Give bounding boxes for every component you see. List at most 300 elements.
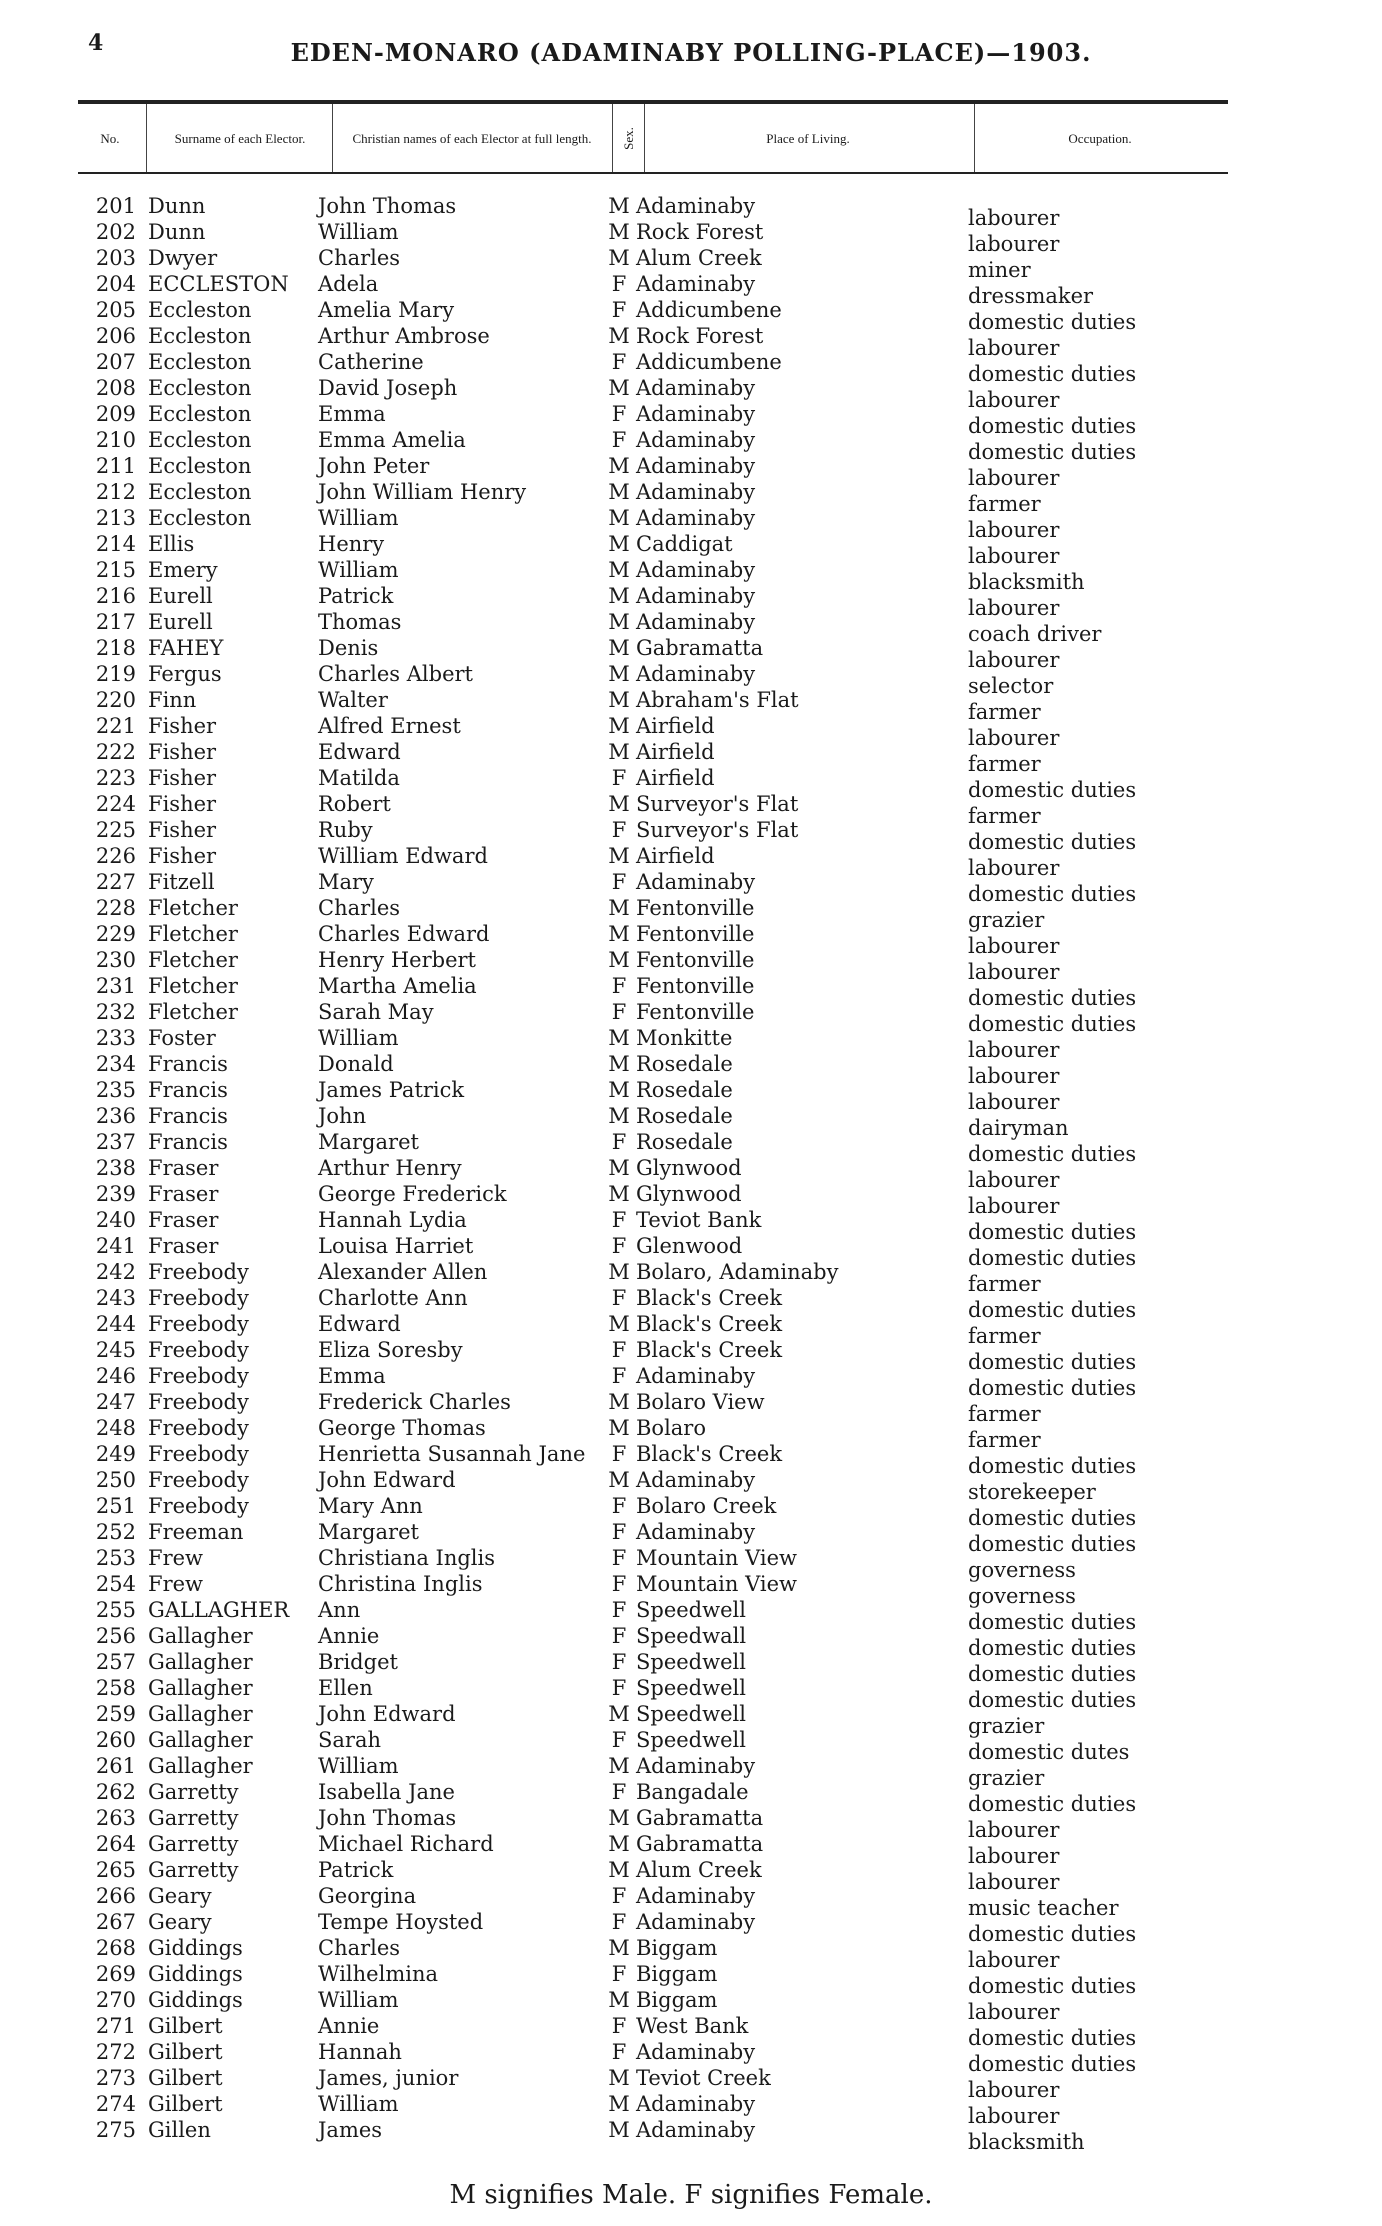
elector-occupation: governess: [968, 1558, 1076, 1582]
elector-row: [0, 1935, 1382, 1972]
elector-number: 237: [95, 1130, 136, 1154]
elector-christian-names: Walter: [318, 688, 388, 712]
elector-sex: F: [611, 350, 627, 374]
elector-list: [0, 193, 1382, 2154]
elector-number: 209: [95, 402, 136, 426]
elector-surname: Fletcher: [148, 896, 238, 920]
elector-sex: M: [608, 558, 630, 582]
elector-number: 217: [95, 610, 136, 634]
elector-christian-names: Michael Richard: [318, 1832, 494, 1856]
elector-surname: Finn: [148, 688, 197, 712]
elector-place: Speedwell: [636, 1728, 746, 1752]
elector-christian-names: Hannah Lydia: [318, 1208, 467, 1232]
elector-number: 263: [95, 1806, 136, 1830]
elector-row: [0, 245, 1382, 282]
elector-row: [0, 1129, 1382, 1166]
elector-occupation: labourer: [968, 1948, 1060, 1972]
elector-occupation: blacksmith: [968, 2130, 1085, 2154]
elector-occupation: farmer: [968, 1324, 1041, 1348]
elector-occupation: domestic duties: [968, 1688, 1137, 1712]
elector-occupation: domestic duties: [968, 310, 1137, 334]
elector-sex: M: [608, 662, 630, 686]
elector-number: 203: [95, 246, 136, 270]
elector-place: Fentonville: [636, 974, 755, 998]
elector-christian-names: Margaret: [318, 1130, 419, 1154]
elector-number: 204: [95, 272, 136, 296]
elector-sex: M: [608, 1832, 630, 1856]
elector-row: [0, 375, 1382, 412]
elector-row: [0, 401, 1382, 438]
elector-sex: F: [611, 1338, 627, 1362]
elector-row: [0, 713, 1382, 750]
elector-occupation: dairyman: [968, 1116, 1069, 1140]
elector-surname: Freebody: [148, 1260, 249, 1284]
elector-number: 243: [95, 1286, 136, 1310]
elector-sex: M: [608, 324, 630, 348]
elector-occupation: domestic duties: [968, 1792, 1137, 1816]
elector-number: 226: [95, 844, 136, 868]
elector-place: Teviot Bank: [636, 1208, 762, 1232]
elector-number: 201: [95, 194, 136, 218]
elector-row: [0, 1363, 1382, 1400]
elector-row: [0, 1987, 1382, 2024]
elector-place: Adaminaby: [636, 1364, 756, 1388]
elector-row: [0, 973, 1382, 1010]
elector-christian-names: Isabella Jane: [318, 1780, 455, 1804]
elector-christian-names: Ann: [318, 1598, 361, 1622]
elector-surname: ECCLESTON: [148, 272, 289, 296]
elector-sex: F: [611, 428, 627, 452]
elector-christian-names: Arthur Henry: [318, 1156, 462, 1180]
elector-row: [0, 921, 1382, 958]
elector-sex: M: [608, 922, 630, 946]
elector-place: Speedwell: [636, 1676, 746, 1700]
elector-christian-names: Alfred Ernest: [318, 714, 461, 738]
elector-sex: M: [608, 1312, 630, 1336]
elector-row: [0, 1259, 1382, 1296]
elector-occupation: music teacher: [968, 1896, 1119, 1920]
elector-christian-names: John Edward: [318, 1468, 456, 1492]
elector-place: Black's Creek: [636, 1338, 783, 1362]
elector-row: [0, 1285, 1382, 1322]
elector-surname: Dunn: [148, 194, 206, 218]
elector-surname: Dwyer: [148, 246, 218, 270]
elector-place: Adaminaby: [636, 1520, 756, 1544]
sex-legend: M signifies Male. F signifies Female.: [449, 2180, 933, 2210]
elector-place: Airfield: [636, 844, 715, 868]
elector-christian-names: Henry: [318, 532, 385, 556]
elector-place: Addicumbene: [636, 350, 782, 374]
elector-place: Adaminaby: [636, 272, 756, 296]
elector-christian-names: Mary: [318, 870, 374, 894]
elector-sex: F: [611, 1286, 627, 1310]
elector-row: [0, 635, 1382, 672]
elector-number: 210: [95, 428, 136, 452]
elector-row: [0, 687, 1382, 724]
elector-christian-names: William Edward: [318, 844, 488, 868]
elector-sex: M: [608, 480, 630, 504]
elector-christian-names: Annie: [318, 2014, 380, 2038]
elector-row: [0, 2065, 1382, 2102]
elector-surname: Eccleston: [148, 298, 252, 322]
elector-surname: Garretty: [148, 1780, 239, 1804]
elector-sex: F: [611, 1676, 627, 1700]
elector-christian-names: Charlotte Ann: [318, 1286, 468, 1310]
elector-number: 255: [95, 1598, 136, 1622]
elector-surname: Dunn: [148, 220, 206, 244]
elector-christian-names: Martha Amelia: [318, 974, 477, 998]
elector-number: 268: [95, 1936, 136, 1960]
elector-place: Adaminaby: [636, 610, 756, 634]
elector-place: Abraham's Flat: [636, 688, 799, 712]
elector-place: Gabramatta: [636, 636, 764, 660]
elector-sex: M: [608, 1936, 630, 1960]
elector-place: Adaminaby: [636, 1910, 756, 1934]
elector-place: Fentonville: [636, 948, 755, 972]
elector-row: [0, 219, 1382, 256]
elector-number: 202: [95, 220, 136, 244]
elector-place: Rosedale: [636, 1130, 733, 1154]
elector-number: 264: [95, 1832, 136, 1856]
elector-row: [0, 765, 1382, 802]
column-header-christian: Christian names of each Elector at full length.: [352, 130, 592, 146]
elector-place: Caddigat: [636, 532, 733, 556]
elector-surname: Giddings: [148, 1962, 243, 1986]
elector-sex: M: [608, 1416, 630, 1440]
elector-occupation: grazier: [968, 908, 1045, 932]
elector-number: 229: [95, 922, 136, 946]
elector-occupation: domestic duties: [968, 1246, 1137, 1270]
elector-surname: Freebody: [148, 1494, 249, 1518]
elector-surname: Eccleston: [148, 480, 252, 504]
elector-christian-names: John: [318, 1104, 367, 1128]
elector-sex: M: [608, 1754, 630, 1778]
elector-row: [0, 609, 1382, 646]
elector-place: Rock Forest: [636, 324, 764, 348]
elector-occupation: domestic duties: [968, 1532, 1137, 1556]
elector-number: 238: [95, 1156, 136, 1180]
elector-surname: Gallagher: [148, 1728, 253, 1752]
elector-surname: Freebody: [148, 1364, 249, 1388]
elector-row: [0, 1207, 1382, 1244]
elector-christian-names: Sarah: [318, 1728, 381, 1752]
elector-number: 239: [95, 1182, 136, 1206]
elector-occupation: domestic duties: [968, 1506, 1137, 1530]
elector-number: 259: [95, 1702, 136, 1726]
elector-occupation: domestic duties: [968, 1636, 1137, 1660]
elector-sex: M: [608, 532, 630, 556]
elector-christian-names: David Joseph: [318, 376, 458, 400]
elector-number: 219: [95, 662, 136, 686]
elector-surname: Eccleston: [148, 454, 252, 478]
elector-surname: Fisher: [148, 740, 217, 764]
elector-row: [0, 1181, 1382, 1218]
elector-surname: Fletcher: [148, 974, 238, 998]
elector-occupation: domestic duties: [968, 1376, 1137, 1400]
elector-sex: M: [608, 792, 630, 816]
elector-surname: Fisher: [148, 818, 217, 842]
elector-surname: FAHEY: [148, 636, 224, 660]
elector-sex: F: [611, 1520, 627, 1544]
elector-number: 223: [95, 766, 136, 790]
elector-row: [0, 1389, 1382, 1426]
elector-number: 254: [95, 1572, 136, 1596]
elector-sex: F: [611, 870, 627, 894]
elector-surname: Geary: [148, 1884, 212, 1908]
elector-surname: Fitzell: [148, 870, 215, 894]
elector-sex: M: [608, 2066, 630, 2090]
elector-place: Bolaro View: [636, 1390, 765, 1414]
elector-place: Mountain View: [636, 1546, 797, 1570]
elector-occupation: labourer: [968, 856, 1060, 880]
elector-christian-names: Emma: [318, 402, 386, 426]
elector-row: [0, 479, 1382, 516]
elector-christian-names: George Frederick: [318, 1182, 507, 1206]
elector-occupation: labourer: [968, 934, 1060, 958]
elector-row: [0, 1233, 1382, 1270]
elector-number: 224: [95, 792, 136, 816]
elector-place: Adaminaby: [636, 194, 756, 218]
elector-occupation: farmer: [968, 804, 1041, 828]
elector-christian-names: Margaret: [318, 1520, 419, 1544]
elector-row: [0, 843, 1382, 880]
elector-row: [0, 1337, 1382, 1374]
elector-place: Adaminaby: [636, 2118, 756, 2142]
elector-surname: Foster: [148, 1026, 216, 1050]
elector-sex: F: [611, 298, 627, 322]
elector-christian-names: Thomas: [318, 610, 402, 634]
elector-place: Bolaro, Adaminaby: [636, 1260, 839, 1284]
elector-occupation: labourer: [968, 2104, 1060, 2128]
elector-number: 269: [95, 1962, 136, 1986]
elector-surname: Garretty: [148, 1858, 239, 1882]
elector-occupation: domestic duties: [968, 440, 1137, 464]
elector-row: [0, 895, 1382, 932]
elector-surname: Francis: [148, 1104, 228, 1128]
elector-number: 244: [95, 1312, 136, 1336]
elector-occupation: farmer: [968, 752, 1041, 776]
elector-place: Adaminaby: [636, 428, 756, 452]
elector-row: [0, 947, 1382, 984]
elector-row: [0, 1155, 1382, 1192]
elector-sex: M: [608, 220, 630, 244]
elector-occupation: domestic duties: [968, 1350, 1137, 1374]
elector-row: [0, 1545, 1382, 1582]
elector-surname: Fergus: [148, 662, 222, 686]
elector-occupation: labourer: [968, 960, 1060, 984]
elector-occupation: labourer: [968, 2000, 1060, 2024]
elector-place: Adaminaby: [636, 2092, 756, 2116]
elector-surname: Eccleston: [148, 428, 252, 452]
elector-row: [0, 817, 1382, 854]
elector-sex: F: [611, 766, 627, 790]
elector-sex: M: [608, 1078, 630, 1102]
elector-sex: M: [608, 506, 630, 530]
elector-number: 262: [95, 1780, 136, 1804]
elector-christian-names: Matilda: [318, 766, 400, 790]
elector-sex: M: [608, 1390, 630, 1414]
elector-place: Adaminaby: [636, 454, 756, 478]
elector-number: 252: [95, 1520, 136, 1544]
elector-sex: F: [611, 1364, 627, 1388]
elector-place: Biggam: [636, 1962, 718, 1986]
elector-row: [0, 999, 1382, 1036]
elector-number: 216: [95, 584, 136, 608]
elector-row: [0, 505, 1382, 542]
elector-number: 257: [95, 1650, 136, 1674]
elector-occupation: domestic duties: [968, 1220, 1137, 1244]
elector-surname: Eurell: [148, 584, 213, 608]
elector-place: Teviot Creek: [636, 2066, 771, 2090]
elector-row: [0, 2117, 1382, 2154]
elector-christian-names: William: [318, 506, 399, 530]
elector-surname: Freeman: [148, 1520, 244, 1544]
elector-sex: F: [611, 402, 627, 426]
elector-christian-names: Ruby: [318, 818, 373, 842]
elector-number: 212: [95, 480, 136, 504]
elector-sex: M: [608, 1260, 630, 1284]
elector-occupation: labourer: [968, 336, 1060, 360]
elector-occupation: labourer: [968, 596, 1060, 620]
elector-place: Adaminaby: [636, 1754, 756, 1778]
elector-christian-names: John Peter: [318, 454, 430, 478]
elector-place: Bolaro Creek: [636, 1494, 777, 1518]
elector-row: [0, 1727, 1382, 1764]
elector-number: 267: [95, 1910, 136, 1934]
elector-occupation: grazier: [968, 1766, 1045, 1790]
elector-surname: Garretty: [148, 1832, 239, 1856]
elector-number: 231: [95, 974, 136, 998]
elector-surname: Fisher: [148, 792, 217, 816]
elector-christian-names: Charles Edward: [318, 922, 490, 946]
elector-surname: Eurell: [148, 610, 213, 634]
elector-number: 215: [95, 558, 136, 582]
column-header-place: Place of Living.: [766, 130, 850, 146]
elector-number: 272: [95, 2040, 136, 2064]
elector-surname: Frew: [148, 1546, 204, 1570]
column-header-surname: Surname of each Elector.: [174, 130, 306, 146]
elector-occupation: labourer: [968, 1064, 1060, 1088]
elector-occupation: domestic dutes: [968, 1740, 1130, 1764]
elector-surname: Fraser: [148, 1234, 219, 1258]
elector-sex: F: [611, 1598, 627, 1622]
elector-place: Mountain View: [636, 1572, 797, 1596]
elector-sex: F: [611, 1624, 627, 1648]
elector-place: Glynwood: [636, 1182, 742, 1206]
elector-place: Adaminaby: [636, 480, 756, 504]
elector-occupation: domestic duties: [968, 2052, 1137, 2076]
elector-place: Bangadale: [636, 1780, 749, 1804]
elector-place: Rosedale: [636, 1104, 733, 1128]
elector-sex: F: [611, 272, 627, 296]
elector-christian-names: Louisa Harriet: [318, 1234, 474, 1258]
header-bottom-rule: [78, 172, 1228, 174]
elector-place: Alum Creek: [636, 246, 762, 270]
elector-occupation: domestic duties: [968, 362, 1137, 386]
elector-row: [0, 1571, 1382, 1608]
elector-row: [0, 453, 1382, 490]
elector-sex: M: [608, 1156, 630, 1180]
elector-surname: Fletcher: [148, 922, 238, 946]
elector-occupation: domestic duties: [968, 1610, 1137, 1634]
elector-number: 241: [95, 1234, 136, 1258]
elector-row: [0, 1623, 1382, 1660]
elector-occupation: domestic duties: [968, 2026, 1137, 2050]
page-number: 4: [88, 30, 104, 56]
elector-surname: Gilbert: [148, 2066, 223, 2090]
elector-christian-names: William: [318, 1988, 399, 2012]
elector-christian-names: Hannah: [318, 2040, 402, 2064]
elector-place: Adaminaby: [636, 402, 756, 426]
elector-row: [0, 349, 1382, 386]
elector-sex: F: [611, 2040, 627, 2064]
elector-surname: Geary: [148, 1910, 212, 1934]
elector-christian-names: Frederick Charles: [318, 1390, 511, 1414]
elector-place: Rosedale: [636, 1078, 733, 1102]
elector-surname: Francis: [148, 1052, 228, 1076]
elector-surname: Freebody: [148, 1442, 249, 1466]
elector-place: Glenwood: [636, 1234, 743, 1258]
elector-surname: Fraser: [148, 1156, 219, 1180]
elector-surname: Eccleston: [148, 506, 252, 530]
elector-surname: Gallagher: [148, 1754, 253, 1778]
elector-surname: Gallagher: [148, 1624, 253, 1648]
elector-sex: F: [611, 1442, 627, 1466]
elector-occupation: blacksmith: [968, 570, 1085, 594]
elector-sex: F: [611, 1728, 627, 1752]
elector-place: Black's Creek: [636, 1312, 783, 1336]
elector-occupation: domestic duties: [968, 1922, 1137, 1946]
elector-occupation: domestic duties: [968, 986, 1137, 1010]
elector-place: Adaminaby: [636, 506, 756, 530]
elector-number: 256: [95, 1624, 136, 1648]
elector-row: [0, 583, 1382, 620]
elector-row: [0, 2039, 1382, 2076]
elector-number: 273: [95, 2066, 136, 2090]
elector-surname: Gilbert: [148, 2040, 223, 2064]
elector-occupation: domestic duties: [968, 1142, 1137, 1166]
elector-place: Black's Creek: [636, 1442, 783, 1466]
elector-christian-names: John William Henry: [318, 480, 527, 504]
elector-sex: M: [608, 636, 630, 660]
elector-surname: GALLAGHER: [148, 1598, 290, 1622]
elector-surname: Garretty: [148, 1806, 239, 1830]
elector-christian-names: William: [318, 2092, 399, 2116]
elector-place: Bolaro: [636, 1416, 706, 1440]
elector-surname: Gilbert: [148, 2014, 223, 2038]
column-separator: [974, 104, 975, 172]
elector-number: 227: [95, 870, 136, 894]
elector-place: Adaminaby: [636, 1468, 756, 1492]
elector-sex: M: [608, 584, 630, 608]
column-header-no: No.: [100, 130, 120, 146]
elector-surname: Freebody: [148, 1416, 249, 1440]
elector-number: 206: [95, 324, 136, 348]
elector-row: [0, 1805, 1382, 1842]
elector-occupation: labourer: [968, 544, 1060, 568]
elector-number: 221: [95, 714, 136, 738]
elector-surname: Gallagher: [148, 1676, 253, 1700]
elector-place: Gabramatta: [636, 1806, 764, 1830]
elector-row: [0, 1675, 1382, 1712]
elector-christian-names: James Patrick: [318, 1078, 465, 1102]
elector-occupation: labourer: [968, 1168, 1060, 1192]
elector-christian-names: Christiana Inglis: [318, 1546, 495, 1570]
elector-surname: Eccleston: [148, 350, 252, 374]
elector-row: [0, 1857, 1382, 1894]
elector-place: Speedwell: [636, 1650, 746, 1674]
elector-occupation: farmer: [968, 1402, 1041, 1426]
